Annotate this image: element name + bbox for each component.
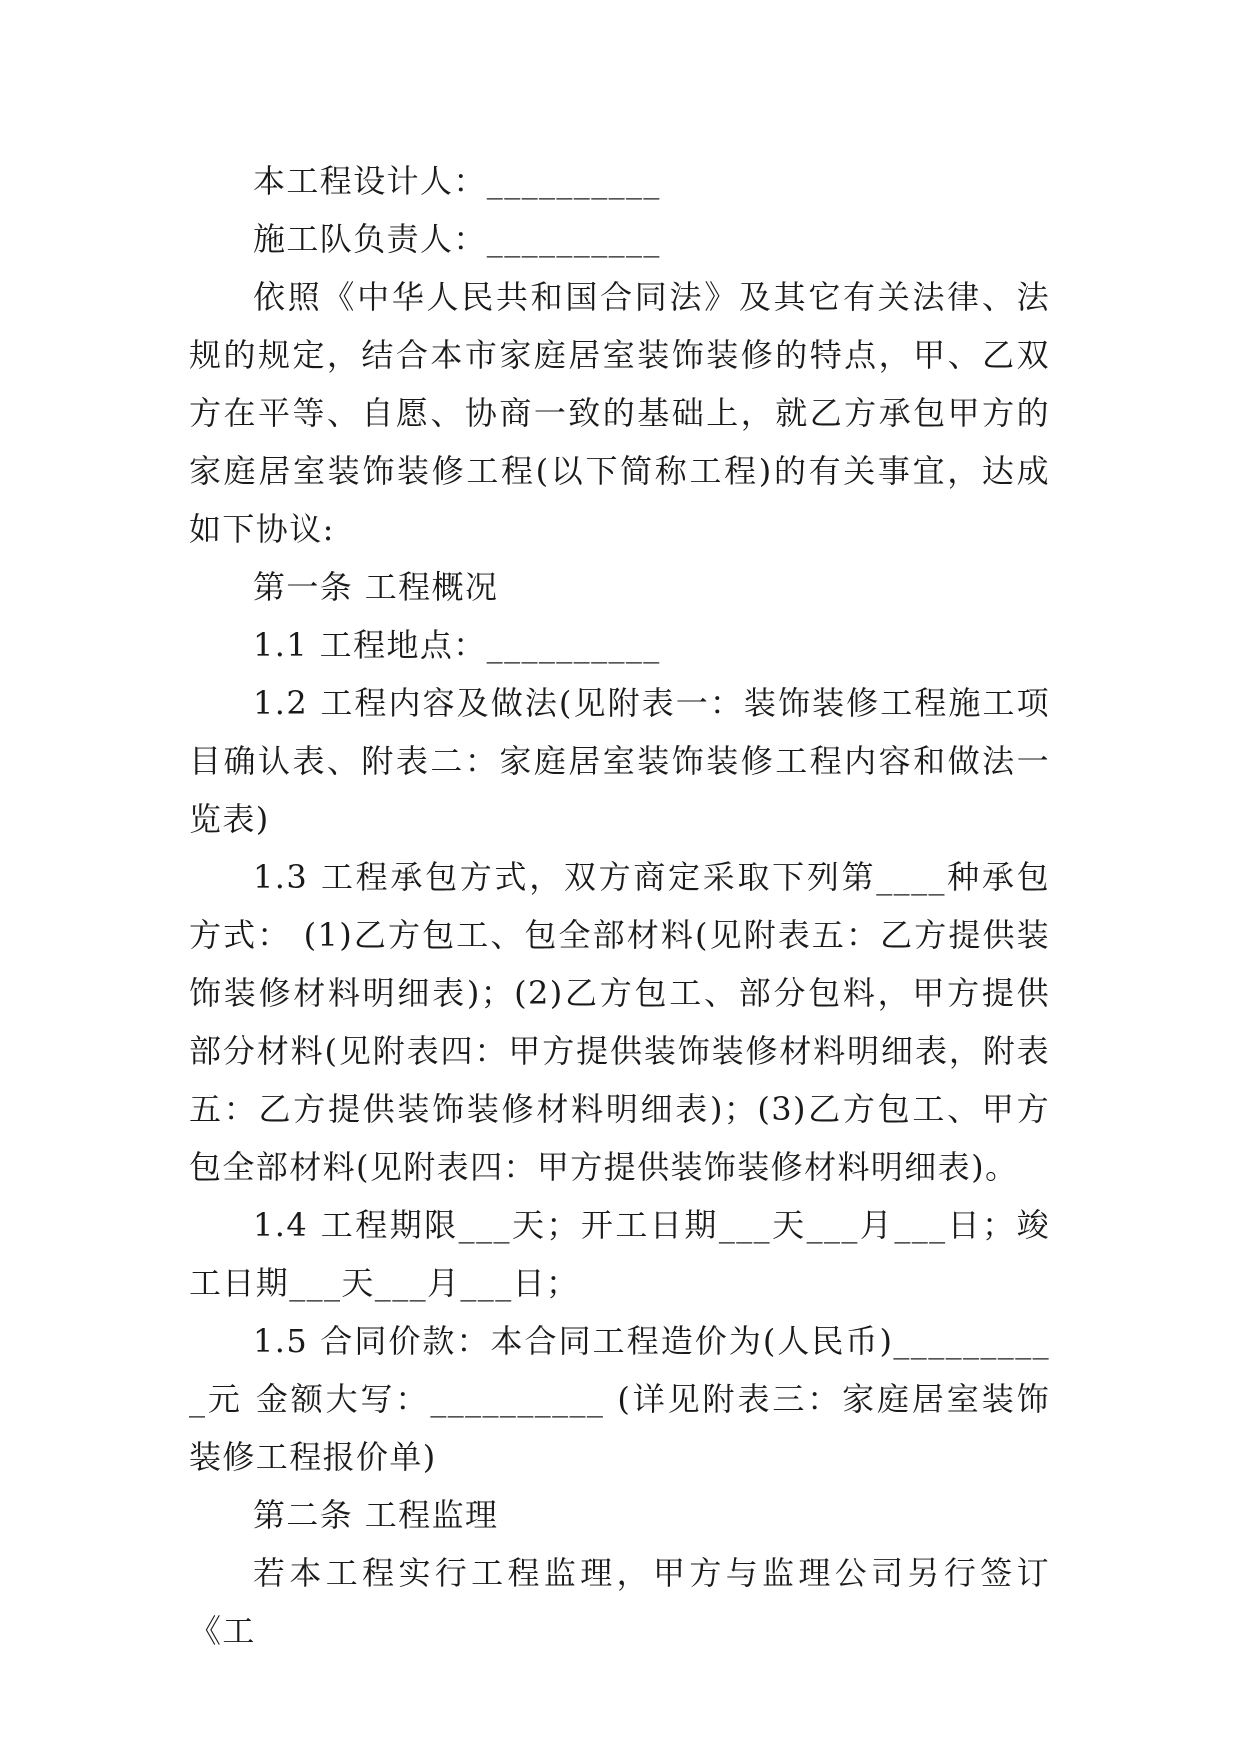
construction-team-leader-line: 施工队负责人：__________ xyxy=(253,220,661,258)
article-1-heading: 第一条 工程概况 xyxy=(253,568,499,606)
clause-1-1: 1.1 工程地点：__________ xyxy=(253,626,661,664)
preamble-paragraph: 依照《中华人民共和国合同法》及其它有关法律、法规的规定，结合本市家庭居室装饰装修的特点，甲、乙双方在平等、自愿、协商一致的基础上，就乙方承包甲方的家庭居室装饰装修工程(以下简称工程)的有关事宜，达成如下协议: xyxy=(189,278,1050,548)
clause-1-2: 1.2 工程内容及做法(见附表一：装饰装修工程施工项目确认表、附表二：家庭居室装饰装修工程内容和做法一览表) xyxy=(189,684,1050,838)
clause-1-3: 1.3 工程承包方式，双方商定采取下列第____种承包方式： (1)乙方包工、包全部材料(见附表五：乙方提供装饰装修材料明细表)；(2)乙方包工、部分包料，甲方提供部分材料(见附表四：甲方提供装饰装修材料明细表，附表五：乙方提供装饰装修材料明细表)；(3)乙方包工、甲方包全部材料(见附表四：甲方提供装饰装修材料明细表)。 xyxy=(189,858,1050,1186)
contract-body xyxy=(189,152,1050,1660)
designer-line: 本工程设计人：__________ xyxy=(253,162,661,200)
clause-1-4: 1.4 工程期限___天；开工日期___天___月___日；竣工日期___天___月___日； xyxy=(189,1206,1050,1302)
clause-1-5: 1.5 合同价款：本合同工程造价为(人民币)__________元 金额大写：__________ (详见附表三：家庭居室装饰装修工程报价单) xyxy=(189,1322,1050,1476)
article-2-heading: 第二条 工程监理 xyxy=(253,1496,499,1534)
article-2-paragraph: 若本工程实行工程监理，甲方与监理公司另行签订《工 xyxy=(189,1554,1050,1650)
